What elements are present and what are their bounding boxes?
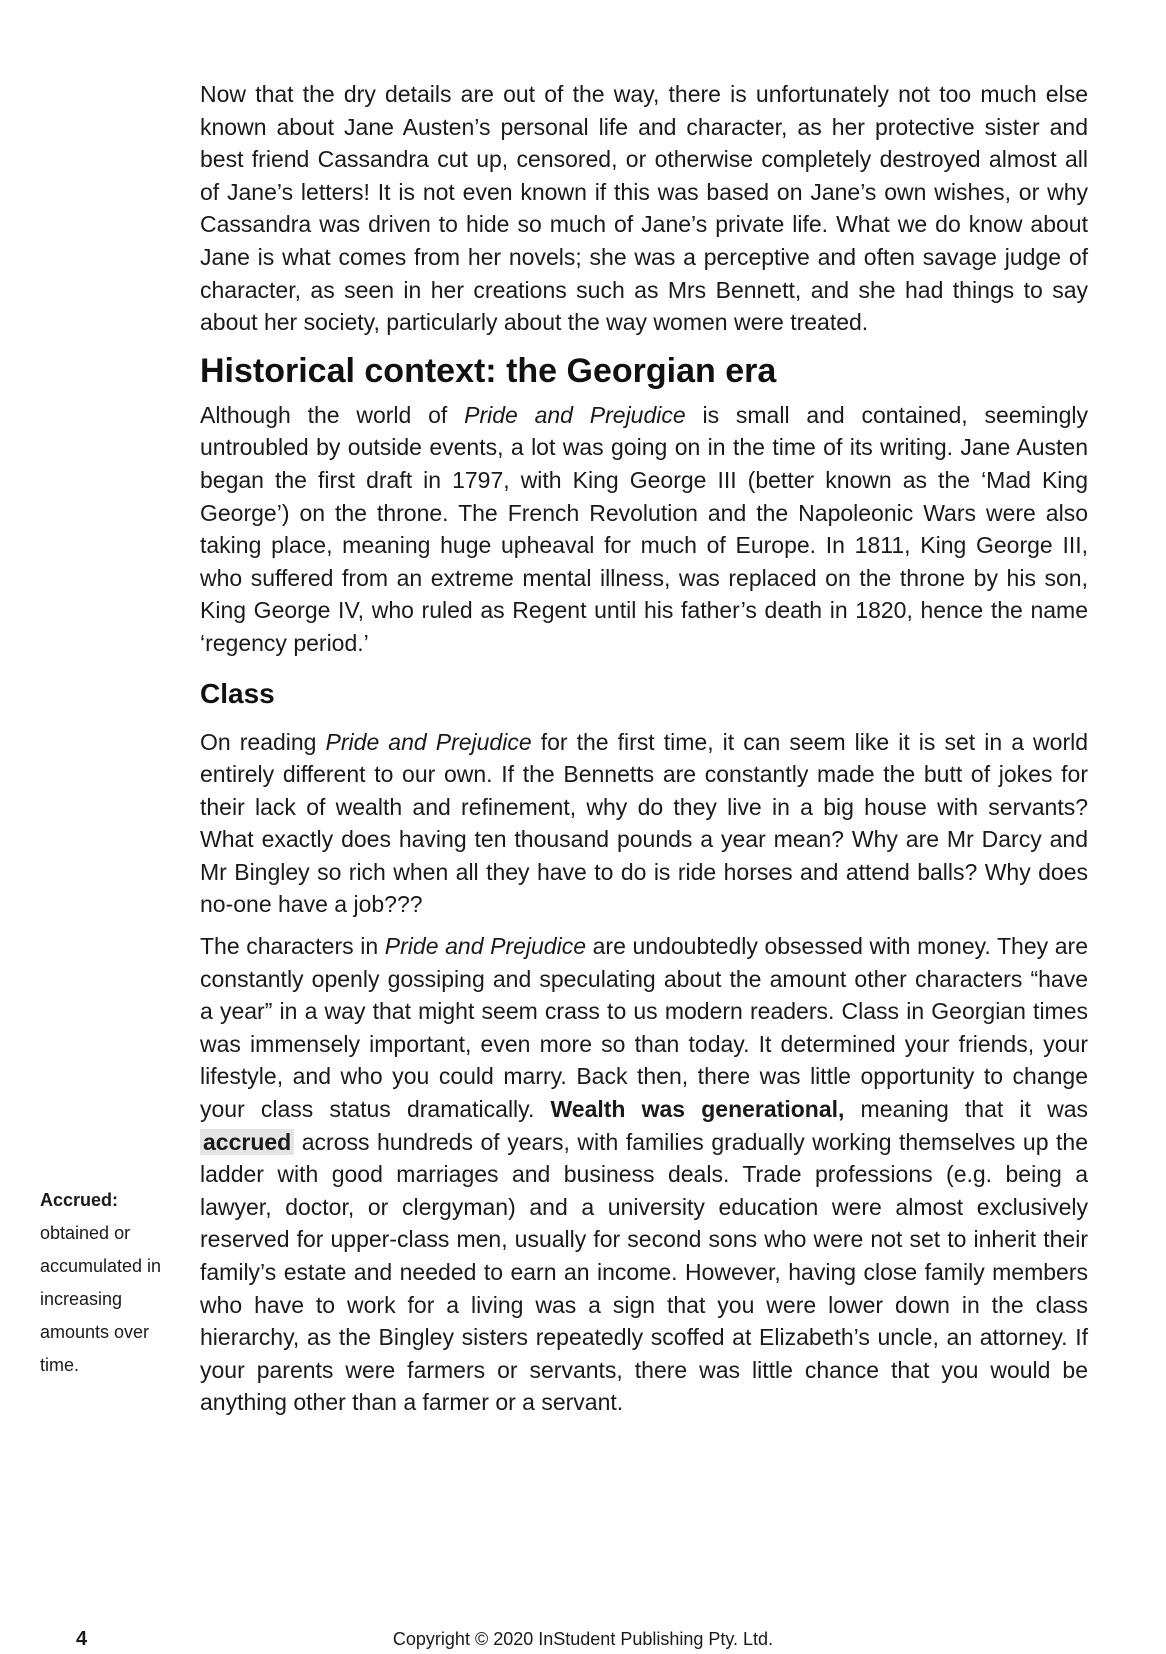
key-phrase: Wealth was generational, xyxy=(550,1096,845,1123)
copyright-notice: Copyright © 2020 InStudent Publishing Pty. Ltd. xyxy=(392,1629,774,1649)
book-title: Pride and Prejudice xyxy=(464,401,686,428)
section-heading: Historical context: the Georgian era xyxy=(200,351,777,390)
page-number: 4 xyxy=(76,1628,88,1650)
intro-paragraph xyxy=(200,78,1088,339)
subsection-heading: Class xyxy=(200,677,275,709)
main-column xyxy=(200,78,1088,1419)
highlighted-term: accrued xyxy=(200,1129,294,1155)
context-paragraph xyxy=(200,399,1088,660)
book-title: Pride and Prejudice xyxy=(384,933,587,960)
class-paragraph-1 xyxy=(200,726,1088,922)
class2-text-1: The characters in xyxy=(200,933,385,960)
glossary-term: Accrued: xyxy=(40,1190,119,1210)
context-text-2: is small and contained, seemingly untroubled by outside events, a lot was going on in the time of its writing. Jane Austen began the first draft in 1797, with King George III (better known as the ‘Mad King George’) on the throne. The French Revolution and the Napoleonic Wars were also taking place, meaning huge upheaval for much of Europe. In 1811, King George III, who suffered from an extreme mental illness, was replaced on the throne by his son, King George IV, who ruled as Regent until his father’s death in 1820, hence the name ‘regency period.’ xyxy=(200,401,1088,656)
class2-text-3: meaning that it was xyxy=(844,1096,1088,1123)
intro-text: Now that the dry details are out of the way, there is unfortunately not too much else known about Jane Austen’s personal life and character, as her protective sister and best friend Cassandra cut up, censored, or otherwise completely destroyed almost all of Jane’s letters! It is not even known if this was based on Jane’s own wishes, or why Cassandra was driven to hide so much of Jane’s private life. What we do know about Jane is what comes from her novels; she was a perceptive and often savage judge of character, as seen in her creations such as Mrs Bennett, and she had things to say about her society, particularly about the way women were treated. xyxy=(200,81,1088,336)
page-footer xyxy=(0,1628,1166,1650)
class2-text-2: are undoubtedly obsessed with money. They are constantly openly gossiping and speculating about the amount other characters “have a year” in a way that might seem crass to us modern readers. Class in Georgian times was immensely important, even more so than today. It determined your friends, your lifestyle, and who you could marry. Back then, there was little opportunity to change your class status dramatically. xyxy=(200,933,1089,1123)
class2-text-4: across hundreds of years, with families gradually working themselves up the ladder with good marriages and business deals. Trade professions (e.g. being a lawyer, doctor, or clergyman) and a university education were almost exclusively reserved for upper-class men, usually for second sons who were not set to inherit their family’s estate and needed to earn an income. However, having close family members who have to work for a living was a sign that you were lower down in the class hierarchy, as the Bingley sisters repeatedly scoffed at Elizabeth’s uncle, an attorney. If your parents were farmers or servants, there was little chance that you would be anything other than a farmer or a servant. xyxy=(200,1128,1088,1416)
context-text-1: Although the world of xyxy=(200,401,465,428)
glossary-note xyxy=(40,1184,180,1382)
class1-text-2: for the first time, it can seem like it is set in a world entirely different to our own. If the Bennetts are constantly made the butt of jokes for their lack of wealth and refinement, why do they live in a big house with servants? What exactly does having ten thousand pounds a year mean? Why are Mr Darcy and Mr Bingley so rich when all they have to do is ride horses and attend balls? Why does no-one have a job??? xyxy=(200,728,1089,918)
glossary-definition: obtained or accumulated in increasing amounts over time. xyxy=(40,1223,162,1375)
class1-text-1: On reading xyxy=(200,728,326,755)
book-title: Pride and Prejudice xyxy=(325,728,532,755)
class-paragraph-2 xyxy=(200,930,1088,1419)
